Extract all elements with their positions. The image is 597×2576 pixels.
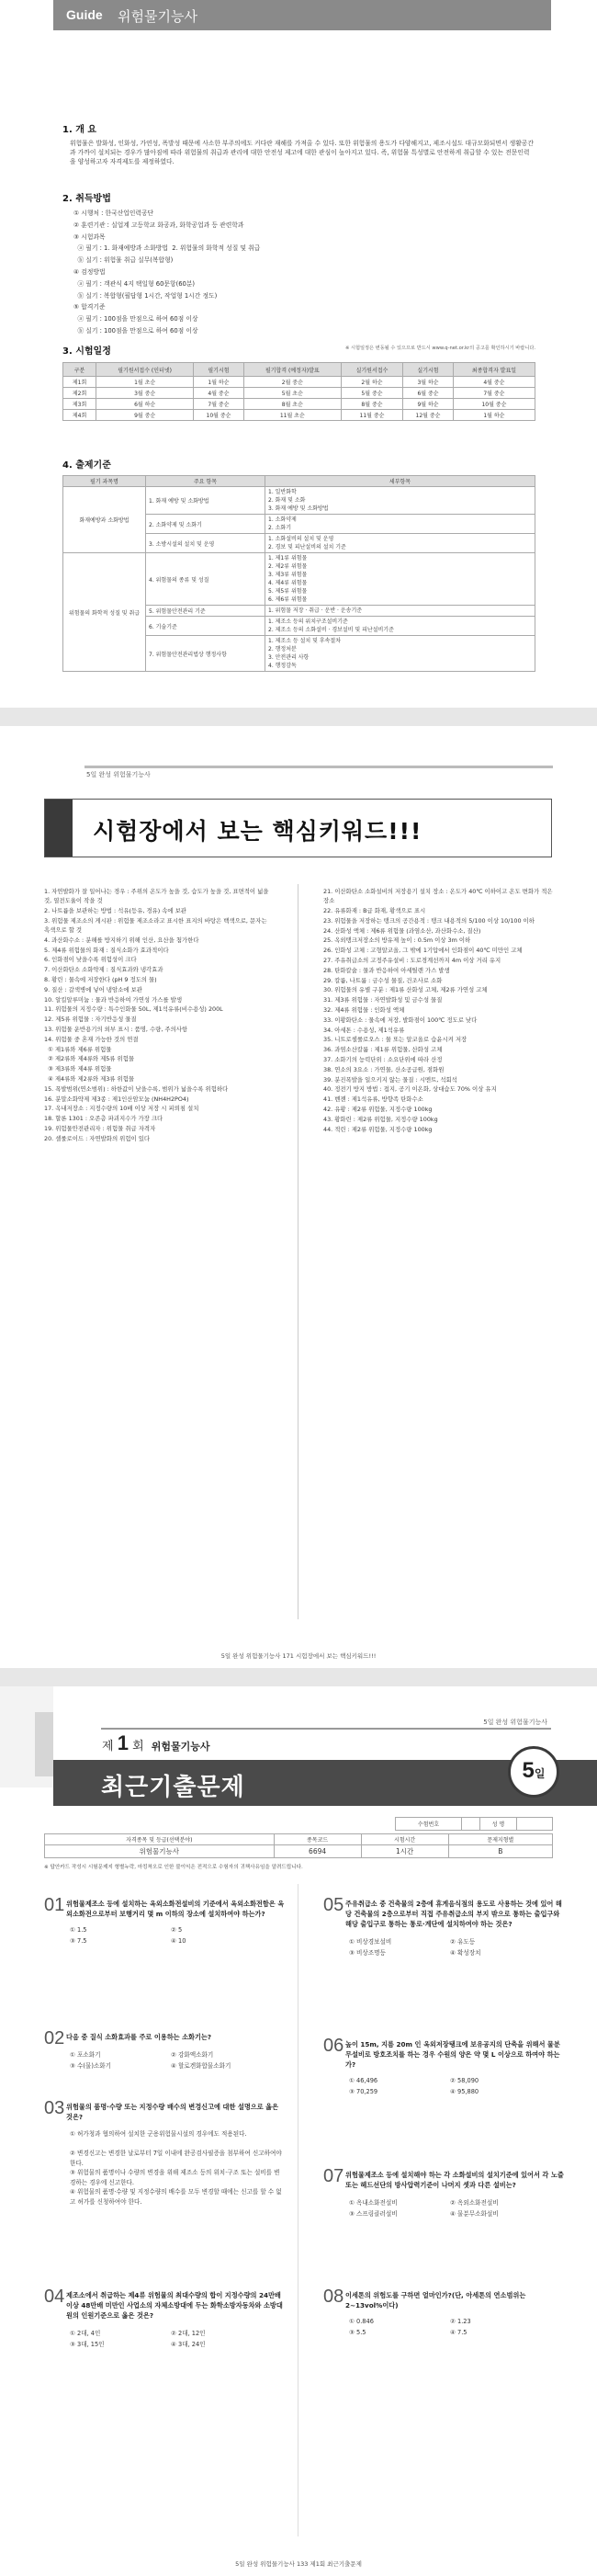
answer-option[interactable]: ② 5 xyxy=(171,1926,183,1934)
exam-name-value[interactable] xyxy=(517,1818,553,1831)
acquisition-item: ② 훈련기관 : 실업계 고등학교 화공과, 화학공업과 등 관련학과 xyxy=(73,221,244,229)
exam-subtitle: 위험물기능사 xyxy=(151,1741,210,1753)
criteria-table xyxy=(62,475,535,672)
criteria-detail-item: 6. 제6류 위험물 xyxy=(268,596,308,603)
keyword-item: 44. 적린 : 제2류 위험물, 지정수량 100kg xyxy=(323,1125,433,1133)
schedule-cell: 1월 하순 xyxy=(453,410,535,421)
criteria-header: 세부항목 xyxy=(265,476,535,487)
schedule-cell: 제1회 xyxy=(63,377,96,388)
criteria-details xyxy=(265,534,535,553)
criteria-row xyxy=(63,553,535,606)
answer-option[interactable]: ③ 70,259 xyxy=(349,2088,378,2095)
schedule-cell: 11월 초순 xyxy=(243,410,341,421)
keyword-page xyxy=(0,726,597,1668)
schedule-header: 실기원서접수 xyxy=(341,363,402,377)
schedule-cell: 7월 중순 xyxy=(194,399,244,410)
criteria-topic: 5. 위험물안전관리 기준 xyxy=(146,606,265,617)
schedule-header: 필기시험 xyxy=(194,363,244,377)
exam-id-table xyxy=(395,1817,553,1831)
question-number: 05 xyxy=(323,1895,344,1915)
keyword-item: 2. 나트륨을 보관하는 방법 : 석유(등유, 경유) 속에 보관 xyxy=(44,907,186,914)
criteria-row xyxy=(63,487,535,515)
answer-option[interactable]: ④ 확성장치 xyxy=(450,1949,481,1957)
answer-option[interactable]: ② 2대, 12인 xyxy=(171,2330,206,2337)
keyword-top-label: 5일 완성 위험물기능사 xyxy=(86,771,151,778)
question xyxy=(323,2166,567,2290)
acquisition-item: ④ 검정방법 xyxy=(73,267,106,276)
criteria-detail-item: 1. 소화약제 xyxy=(268,516,297,523)
acquisition-item: ⓑ 실기 : 100점을 만점으로 하여 60점 이상 xyxy=(73,326,198,335)
guide-page xyxy=(0,0,597,708)
day-badge-unit: 일 xyxy=(534,1767,546,1780)
acquisition-item: ⓐ 필기 : 1. 화재예방과 소화방법 2. 위험물의 화학적 성질 및 취급 xyxy=(73,244,261,253)
schedule-cell: 10월 중순 xyxy=(194,410,244,421)
answer-option[interactable]: ① 46,496 xyxy=(349,2077,378,2084)
schedule-cell: 6월 중순 xyxy=(403,388,454,399)
guide-header-title: 위험물기능사 xyxy=(118,8,197,25)
schedule-cell: 5월 초순 xyxy=(243,388,341,399)
keyword-item: 6. 인화점이 낮을수록 위험성이 크다 xyxy=(44,956,137,964)
info-header: 시험시간 xyxy=(361,1834,448,1845)
criteria-topic: 3. 소방시설의 설치 및 운영 xyxy=(146,534,265,553)
info-value: 위험물기능사 xyxy=(45,1845,275,1858)
keyword-item: 40. 정전기 방지 방법 : 접지, 공기 이온화, 상대습도 70% 이상 유지 xyxy=(323,1085,497,1094)
schedule-cell: 1월 하순 xyxy=(194,377,244,388)
info-value: 1시간 xyxy=(361,1845,448,1858)
keyword-item: 24. 산화성 액체 : 제6류 위험물 (과염소산, 과산화수소, 질산) xyxy=(323,926,481,935)
keyword-item: 23. 위험물을 저장하는 탱크의 공간용적 : 탱크 내용적의 5/100 이상 10/100 이하 xyxy=(323,916,535,925)
schedule-cell: 3월 하순 xyxy=(403,377,454,388)
question xyxy=(44,2287,287,2411)
criteria-detail-item: 2. 화재 및 소화 xyxy=(268,497,306,504)
question-text: 다음 중 질식 소화효과를 주로 이용하는 소화기는? xyxy=(66,2033,212,2041)
keyword-item: 37. 소화기의 능력단위 : 소요단위에 따라 산정 xyxy=(323,1055,443,1063)
criteria-topic: 4. 위험물의 종류 및 성질 xyxy=(146,553,265,606)
criteria-detail-item: 1. 위험물 저장 · 취급 · 운반 · 운송기준 xyxy=(268,607,363,614)
info-header: 종목코드 xyxy=(274,1834,361,1845)
keyword-top-bar xyxy=(84,766,553,777)
info-value: B xyxy=(448,1845,552,1858)
keyword-item: 27. 주유취급소의 고정주유설비 : 도로경계선까지 4m 이상 거리 유지 xyxy=(323,956,501,964)
question xyxy=(323,2036,567,2160)
keyword-item: 29. 칼륨, 나트륨 : 금수성 물질, 건조사로 소화 xyxy=(323,976,443,984)
acquisition-item: ⓐ 필기 : 100점을 만점으로 하여 60점 이상 xyxy=(73,315,198,323)
answer-option[interactable]: ④ 3대, 24인 xyxy=(171,2341,206,2348)
answer-option[interactable]: ③ 위험물의 품명이나 수량의 변경을 위해 제조소 등의 위치·구조 또는 설비를 변경하는 경우에 신고한다. xyxy=(70,2169,280,2186)
schedule-cell: 6월 하순 xyxy=(96,399,194,410)
criteria-detail-item: 3. 안전관리 사항 xyxy=(268,654,310,661)
criteria-topic: 2. 소화약제 및 소화기 xyxy=(146,515,265,534)
exam-note: ※ 답안카드 작성시 시험문제지 형별누락, 마킹착오로 인한 불이익은 전적으로 수험자의 귀책사유임을 알려드립니다. xyxy=(44,1865,303,1870)
answer-option[interactable]: ① 옥내소화전설비 xyxy=(349,2199,398,2207)
keyword-item: 20. 셀룰로이드 : 자연발화의 위험이 있다 xyxy=(44,1134,151,1142)
keyword-item: 43. 황화린 : 제2류 위험물, 지정수량 100kg xyxy=(323,1115,438,1123)
acquisition-item: ③ 시험과목 xyxy=(73,233,106,241)
schedule-cell: 2월 하순 xyxy=(341,377,402,388)
criteria-header: 주요 항목 xyxy=(146,476,265,487)
criteria-detail-item: 1. 제1류 위험물 xyxy=(268,555,308,562)
page-separator xyxy=(0,708,597,726)
schedule-cell: 8월 초순 xyxy=(243,399,341,410)
criteria-details xyxy=(265,553,535,606)
question-number: 02 xyxy=(44,2028,65,2048)
keyword-item: 31. 제3류 위험물 : 자연발화성 및 금수성 물질 xyxy=(323,996,443,1004)
keyword-item: 32. 제4류 위험물 : 인화성 액체 xyxy=(323,1005,405,1014)
guide-label: Guide xyxy=(66,7,103,22)
keyword-item: 11. 위험물의 지정수량 : 특수인화물 50L, 제1석유류(비수용성) 200L xyxy=(44,1005,223,1014)
exam-round-suffix: 회 xyxy=(132,1740,144,1753)
keyword-list-left xyxy=(44,887,274,1144)
criteria-detail-item: 1. 제조소 등의 위치구조설비기준 xyxy=(268,618,348,625)
criteria-header: 필기 과목명 xyxy=(63,476,146,487)
exam-footer: 5일 완성 위험물기능사 133 제1회 최근기출문제 xyxy=(235,2560,362,2568)
question-number: 07 xyxy=(323,2166,344,2186)
question-text: 제조소에서 취급하는 제4류 위험물의 최대수량의 합이 지정수량의 24만배 이상 48만배 미만인 사업소의 자체소방대에 두는 화학소방자동차와 소방대원의 인원기준으로 옳은 것은? xyxy=(66,2291,283,2320)
page-separator-2 xyxy=(0,1668,597,1686)
answer-option[interactable]: ③ 비상조명등 xyxy=(349,1949,386,1957)
keyword-title: 시험장에서 보는 핵심키워드!!! xyxy=(93,818,422,845)
info-header: 문제지형별 xyxy=(448,1834,552,1845)
schedule-cell: 9월 중순 xyxy=(96,410,194,421)
question-number: 03 xyxy=(44,2098,65,2118)
criteria-detail-item: 2. 경보 및 피난설비의 설치 기준 xyxy=(268,544,346,550)
keyword-item: 16. 분말소화약제 제3종 : 제1인산암모늄 (NH4H2PO4) xyxy=(44,1095,189,1103)
schedule-cell: 5월 중순 xyxy=(341,388,402,399)
criteria-detail-item: 3. 제3류 위험물 xyxy=(268,572,308,578)
criteria-subject: 화재예방과 소화방법 xyxy=(63,487,146,553)
criteria-details xyxy=(265,617,535,636)
answer-option[interactable]: ① 0.846 xyxy=(349,2318,374,2325)
exam-corner-stripe xyxy=(35,1712,53,1776)
criteria-title: 4. 출제기준 xyxy=(62,460,111,471)
criteria-detail-item: 2. 제2류 위험물 xyxy=(268,563,308,570)
question-text: 위험물제조소 등에 설치해야 하는 각 소화설비의 설치기준에 있어서 각 노즐 또는 헤드선단의 방사압력기준이 나머지 셋과 다른 설비는? xyxy=(345,2171,564,2189)
answer-option[interactable]: ② 1.23 xyxy=(450,2318,471,2325)
schedule-cell: 제3회 xyxy=(63,399,96,410)
info-value: 6694 xyxy=(274,1845,361,1858)
schedule-title: 3. 시험일정 xyxy=(62,346,111,357)
schedule-cell: 8월 중순 xyxy=(341,399,402,410)
answer-option[interactable]: ③ 3대, 15인 xyxy=(70,2341,105,2348)
answer-option[interactable]: ④ 7.5 xyxy=(450,2329,467,2336)
exam-info-table xyxy=(44,1833,553,1858)
question xyxy=(44,1895,287,2019)
section-overview-body: 위험물은 발화성, 인화성, 가연성, 폭발성 때문에 사소한 부주의에도 커다란 재해를 가져올 수 있다. 또한 위험물의 용도가 다양해지고, 제조시설도 대규모화되면서 생활공간과 가까이 설치되는 경우가 많아짐에 따라 위험물의 취급과 관리에 대한 안전성 제고에 대한 관심이 높아지고 있다. 즉, 위험물 특성별로 안전하게 취급할 수 있는 전문인력을 양성하고자 자격제도를 제정하였다. xyxy=(70,140,534,165)
keyword-item: 8. 황린 : 물속에 저장한다 (pH 9 정도의 물) xyxy=(44,975,157,983)
question-text: 위험물의 품명·수량 또는 지정수량 배수의 변경신고에 대한 설명으로 옳은 것은? xyxy=(66,2103,279,2121)
schedule-table xyxy=(62,362,535,421)
schedule-row xyxy=(63,388,535,399)
schedule-cell: 제2회 xyxy=(63,388,96,399)
answer-option[interactable]: ④ 10 xyxy=(171,1937,186,1945)
keyword-item: ② 제2류와 제4류와 제5류 위험물 xyxy=(44,1055,135,1063)
keyword-item: 14. 위험물 중 혼재 가능한 것의 연결 xyxy=(44,1035,139,1043)
question xyxy=(323,1895,567,2019)
exam-number-label: 수험번호 xyxy=(396,1818,462,1831)
section-criteria xyxy=(62,457,535,672)
criteria-detail-item: 4. 행정감독 xyxy=(268,663,297,669)
schedule-cell: 10월 중순 xyxy=(453,399,535,410)
exam-top-label: 5일 완성 위험물기능사 xyxy=(483,1719,547,1726)
answer-option[interactable]: ③ 7.5 xyxy=(70,1937,87,1945)
exam-round-prefix: 제 xyxy=(102,1740,114,1753)
keyword-item: 17. 옥내저장소 : 지정수량의 10배 이상 저장 시 피뢰침 설치 xyxy=(44,1105,199,1113)
criteria-detail-item: 2. 제조소 등의 소화설비 · 경보설비 및 피난설비기준 xyxy=(268,627,394,633)
answer-option[interactable]: ① 2대, 4인 xyxy=(70,2330,101,2337)
criteria-detail-item: 1. 일반화학 xyxy=(268,489,297,495)
exam-page xyxy=(0,1686,597,2576)
section-overview-title: 1. 개 요 xyxy=(62,125,97,135)
keyword-title-box xyxy=(44,799,552,857)
keyword-item: 3. 위험물 제조소의 게시판 : 위험물 제조소라고 표시한 표지의 바탕은 백색으로, 문자는 흑색으로 할 것 xyxy=(44,916,269,934)
keyword-item: 1. 자연발화가 잘 일어나는 경우 : 주위의 온도가 높을 것, 습도가 높을 것, 표면적이 넓을 것, 열전도율이 작을 것 xyxy=(44,888,271,905)
keyword-item: 36. 과염소산칼륨 : 제1류 위험물, 산화성 고체 xyxy=(323,1046,443,1054)
keyword-item: ④ 제4류와 제2류와 제3류 위험물 xyxy=(44,1074,135,1083)
keyword-item: 18. 할론 1301 : 오존층 파괴지수가 가장 크다 xyxy=(44,1115,163,1123)
answer-option[interactable]: ② 강화액소화기 xyxy=(171,2051,214,2059)
keyword-item: 7. 이산화탄소 소화약제 : 질식효과와 냉각효과 xyxy=(44,966,163,974)
day-badge-number: 5 xyxy=(522,1758,535,1783)
schedule-header: 필기합격 (예정자)발표 xyxy=(243,363,341,377)
answer-option[interactable]: ③ 스프링클러설비 xyxy=(349,2210,398,2218)
keyword-item: ③ 제3류와 제4류 위험물 xyxy=(44,1065,112,1073)
schedule-note: ※ 시험일정은 변동될 수 있으므로 반드시 www.q-net.or.kr의 공고를 확인하시기 바랍니다. xyxy=(344,346,535,351)
schedule-cell: 2월 중순 xyxy=(243,377,341,388)
keyword-item: 15. 폭발범위(연소범위) : 하한값이 낮을수록, 범위가 넓을수록 위험하다 xyxy=(44,1084,229,1093)
exam-round-number: 1 xyxy=(117,1731,129,1754)
acquisition-item: ⓑ 실기 : 위험물 취급 실무(복합형) xyxy=(73,256,174,265)
question-text: 주유취급소 중 건축물의 2층에 휴게음식점의 용도로 사용하는 것에 있어 해당 건축물의 2층으로부터 직접 주유취급소의 부지 밖으로 통하는 출입구와 해당 출입구로 통하는 통로·계단에 설치하여야 하는 것은? xyxy=(345,1900,562,1928)
schedule-header: 구분 xyxy=(63,363,96,377)
schedule-row xyxy=(63,377,535,388)
criteria-detail-item: 2. 소화기 xyxy=(268,525,292,531)
question-number: 08 xyxy=(323,2287,344,2307)
question-text: 이세톤의 위험도를 구하면 얼마인가?(단, 아세톤의 연소범위는 2~13vol%이다) xyxy=(345,2291,526,2309)
answer-option[interactable]: ② 유도등 xyxy=(450,1938,476,1946)
answer-option[interactable]: ① 1.5 xyxy=(70,1926,87,1934)
criteria-detail-item: 5. 제5류 위험물 xyxy=(268,588,308,595)
section-schedule xyxy=(62,343,535,421)
keyword-item: 28. 탄화칼슘 : 물과 반응하여 아세틸렌 가스 발생 xyxy=(323,966,450,974)
question-text: 높이 15m, 지름 20m 인 옥외저장탱크에 보유공지의 단축을 위해서 물분무설비로 방호조치를 하는 경우 수원의 양은 약 몇 L 이상으로 하여야 하는가? xyxy=(345,2040,560,2069)
schedule-cell: 11월 중순 xyxy=(341,410,402,421)
schedule-row xyxy=(63,410,535,421)
answer-option[interactable]: ① 허가청과 협의하여 설치한 군용위험물시설의 경우에도 적용된다. xyxy=(70,2130,247,2138)
guide-header xyxy=(53,0,551,30)
acquisition-item: ⓑ 실기 : 복합형(필답형 1시간, 작업형 1시간 정도) xyxy=(73,291,218,300)
schedule-header: 실기시험 xyxy=(403,363,454,377)
criteria-detail-item: 4. 제4류 위험물 xyxy=(268,580,308,586)
keyword-item: 13. 위험물 운반용기의 외부 표시 : 품명, 수량, 주의사항 xyxy=(44,1025,188,1033)
keyword-footer: 5일 완성 위험물기능사 171 시험장에서 보는 핵심키워드!!! xyxy=(220,1652,377,1660)
keyword-item: 42. 유황 : 제2류 위험물, 지정수량 100kg xyxy=(323,1105,433,1113)
criteria-subject: 위험물의 화학적 성질 및 취급 xyxy=(63,553,146,672)
schedule-cell: 4월 중순 xyxy=(194,388,244,399)
keyword-item: 10. 알킬알루미늄 : 물과 반응하여 가연성 가스를 발생 xyxy=(44,995,183,1004)
keyword-item: 12. 제5류 위험물 : 자기반응성 물질 xyxy=(44,1016,137,1024)
answer-option[interactable]: ② 변경신고는 변경한 날로부터 7일 이내에 완공검사필증을 첨부하여 신고하여야 한다. xyxy=(70,2150,282,2167)
keyword-item: 5. 제4류 위험물의 화재 : 질식소화가 효과적이다 xyxy=(44,946,169,954)
criteria-details xyxy=(265,606,535,617)
schedule-cell: 제4회 xyxy=(63,410,96,421)
keyword-title-stripe xyxy=(45,800,73,857)
exam-name-label: 성 명 xyxy=(480,1818,517,1831)
schedule-cell: 7월 중순 xyxy=(453,388,535,399)
keyword-item: 26. 인화성 고체 : 고형알코올, 그 밖에 1기압에서 인화점이 40℃ 미만인 고체 xyxy=(323,947,523,955)
answer-option[interactable]: ② 옥외소화전설비 xyxy=(450,2199,499,2207)
schedule-cell: 4월 중순 xyxy=(453,377,535,388)
answer-option[interactable]: ① 포소화기 xyxy=(70,2051,101,2059)
criteria-topic: 1. 화재 예방 및 소화방법 xyxy=(146,487,265,515)
criteria-detail-item: 3. 화재 예방 및 소화방법 xyxy=(268,505,329,512)
keyword-item: 41. 벤젠 : 제1석유류, 방향족 탄화수소 xyxy=(323,1095,423,1104)
exam-corner-tab xyxy=(0,1686,53,1787)
acquisition-item: ⑤ 합격기준 xyxy=(73,303,106,312)
keyword-item: ① 제1류와 제6류 위험물 xyxy=(44,1045,112,1053)
keyword-item: 21. 이산화탄소 소화설비의 저장용기 설치 장소 : 온도가 40℃ 이하이고 온도 변화가 적은 장소 xyxy=(323,888,555,905)
exam-round xyxy=(102,1731,210,1755)
criteria-detail-item: 2. 행정처분 xyxy=(268,646,297,653)
acquisition-item: ⓐ 필기 : 객관식 4지 택일형 60문항(60분) xyxy=(73,279,196,288)
question-number: 04 xyxy=(44,2287,65,2307)
answer-option[interactable]: ④ 물분무소화설비 xyxy=(450,2210,499,2218)
schedule-cell: 12월 중순 xyxy=(403,410,454,421)
criteria-detail-item: 1. 제조소 등 설치 및 후속절차 xyxy=(268,638,342,644)
schedule-header: 최종합격자 발표일 xyxy=(453,363,535,377)
keyword-item: 22. 유류화재 : B급 화재, 황색으로 표시 xyxy=(323,907,426,914)
keyword-item: 30. 위험물의 유별 구분 : 제1류 산화성 고체, 제2류 가연성 고체 xyxy=(323,986,488,994)
answer-option[interactable]: ④ 위험물의 품명·수량 및 지정수량의 배수를 모두 변경할 때에는 신고를 할 수 없고 허가를 신청하여야 한다. xyxy=(70,2188,282,2206)
question-number: 01 xyxy=(44,1895,65,1915)
answer-option[interactable]: ② 58,090 xyxy=(450,2077,479,2084)
question xyxy=(44,2098,287,2222)
schedule-cell: 9월 하순 xyxy=(403,399,454,410)
exam-top-bar xyxy=(101,1717,551,1730)
criteria-details xyxy=(265,515,535,534)
criteria-details xyxy=(265,636,535,672)
criteria-details xyxy=(265,487,535,515)
answer-option[interactable]: ④ 할로겐화합물소화기 xyxy=(171,2062,231,2070)
keyword-item: 25. 옥외탱크저장소의 방유제 높이 : 0.5m 이상 3m 이하 xyxy=(323,936,471,945)
schedule-cell: 1월 초순 xyxy=(96,377,194,388)
keyword-item: 38. 연소의 3요소 : 가연물, 산소공급원, 점화원 xyxy=(323,1065,445,1073)
acquisition-item: ① 시행처 : 한국산업인력공단 xyxy=(73,210,154,217)
section-overview xyxy=(62,121,535,166)
keyword-item: 9. 질산 : 갈색병에 넣어 냉암소에 보관 xyxy=(44,985,142,993)
criteria-detail-item: 1. 소화설비의 설치 및 운영 xyxy=(268,536,334,542)
answer-option[interactable]: ① 비상경보설비 xyxy=(349,1938,392,1946)
answer-option[interactable]: ④ 95,880 xyxy=(450,2088,479,2095)
question xyxy=(323,2287,567,2411)
criteria-topic: 6. 기술기준 xyxy=(146,617,265,636)
keyword-item: 33. 이황화탄소 : 물속에 저장, 발화점이 100℃ 정도로 낮다 xyxy=(323,1016,478,1024)
answer-option[interactable]: ③ 수(물)소화기 xyxy=(70,2062,111,2070)
keyword-item: 34. 아세톤 : 수용성, 제1석유류 xyxy=(323,1026,405,1034)
keyword-top-rule xyxy=(84,766,553,768)
exam-number-value[interactable] xyxy=(462,1818,480,1831)
section-acquisition-title: 2. 취득방법 xyxy=(62,194,111,204)
exam-title: 최근기출문제 xyxy=(101,1774,245,1801)
keyword-item: 4. 과산화수소 : 분해를 방지하기 위해 인산, 요산을 첨가한다 xyxy=(44,936,199,944)
section-acquisition xyxy=(62,190,535,337)
answer-option[interactable]: ③ 5.5 xyxy=(349,2329,366,2336)
day-badge xyxy=(508,1746,559,1798)
acquisition-list xyxy=(62,208,535,337)
schedule-header: 필기원서접수 (인터넷) xyxy=(96,363,194,377)
schedule-cell: 3월 중순 xyxy=(96,388,194,399)
keyword-item: 39. 분진폭발을 일으키지 않는 물질 : 시멘트, 석회석 xyxy=(323,1075,457,1084)
schedule-row xyxy=(63,399,535,410)
info-header: 자격종목 및 등급(선택분야) xyxy=(45,1834,275,1845)
keyword-item: 35. 니트로셀룰로오스 : 물 또는 알코올로 습윤시켜 저장 xyxy=(323,1036,467,1044)
criteria-topic: 7. 위험물안전관리법상 행정사항 xyxy=(146,636,265,672)
question-number: 06 xyxy=(323,2036,344,2056)
keyword-item: 19. 위험물안전관리자 : 위험물 취급 자격자 xyxy=(44,1124,156,1132)
keyword-list-right xyxy=(323,887,553,1134)
question-text: 위험물제조소 등에 설치하는 옥외소화전설비의 기준에서 옥외소화전함은 옥외소화전으로부터 보행거리 몇 m 이하의 장소에 설치하여야 하는가? xyxy=(66,1900,285,1918)
